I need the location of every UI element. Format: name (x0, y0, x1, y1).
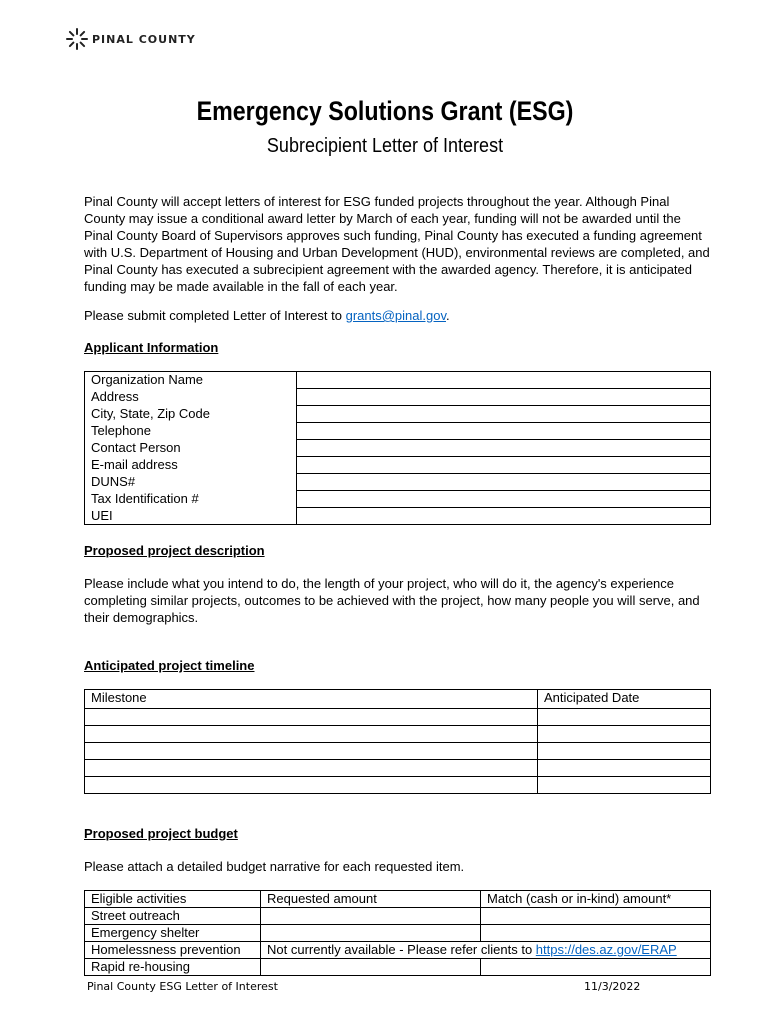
field-label: DUNS# (85, 474, 297, 491)
anticipated-date-header: Anticipated Date (538, 690, 711, 709)
table-row (85, 372, 711, 389)
budget-instruction: Please attach a detailed budget narrative for each requested item. (84, 859, 465, 874)
requested-amount-cell[interactable] (261, 908, 481, 925)
table-row (85, 440, 711, 457)
requested-amount-cell[interactable] (261, 925, 481, 942)
field-label: City, State, Zip Code (85, 406, 297, 423)
date-cell[interactable] (538, 743, 711, 760)
eligible-activities-header: Eligible activities (85, 891, 261, 908)
match-amount-header: Match (cash or in-kind) amount* (481, 891, 711, 908)
prevention-note: Not currently available - Please refer clients to (267, 942, 536, 957)
table-row (85, 508, 711, 525)
table-row (85, 690, 711, 709)
activity-label: Emergency shelter (85, 925, 261, 942)
field-label: E-mail address (85, 457, 297, 474)
milestone-cell[interactable] (85, 709, 538, 726)
sunburst-logo-icon (66, 28, 88, 50)
milestone-cell[interactable] (85, 743, 538, 760)
table-row (85, 908, 711, 925)
field-label: Tax Identification # (85, 491, 297, 508)
field-input[interactable] (297, 372, 711, 389)
table-row (85, 891, 711, 908)
activity-label: Street outreach (85, 908, 261, 925)
footer-document-name: Pinal County ESG Letter of Interest (87, 980, 278, 993)
table-row (85, 457, 711, 474)
field-input[interactable] (297, 457, 711, 474)
date-cell[interactable] (538, 777, 711, 794)
timeline-table (84, 689, 711, 794)
field-label: Organization Name (85, 372, 297, 389)
applicant-heading: Applicant Information (84, 340, 219, 355)
table-row (85, 423, 711, 440)
field-label: Telephone (85, 423, 297, 440)
milestone-header: Milestone (85, 690, 538, 709)
field-input[interactable] (297, 491, 711, 508)
match-amount-cell[interactable] (481, 959, 711, 976)
milestone-cell[interactable] (85, 726, 538, 743)
milestone-cell[interactable] (85, 777, 538, 794)
submit-instruction (84, 307, 710, 324)
grants-email-link[interactable]: grants@pinal.gov (345, 308, 446, 323)
table-row (85, 942, 711, 959)
project-description-heading: Proposed project description (84, 543, 265, 558)
document-subtitle: Subrecipient Letter of Interest (266, 135, 504, 157)
table-row (85, 777, 711, 794)
erap-link[interactable]: https://des.az.gov/ERAP (535, 942, 677, 957)
applicant-table (84, 371, 711, 525)
match-amount-cell[interactable] (481, 925, 711, 942)
field-label: UEI (85, 508, 297, 525)
prevention-note-cell (261, 942, 711, 959)
date-cell[interactable] (538, 726, 711, 743)
timeline-heading: Anticipated project timeline (84, 658, 255, 673)
field-input[interactable] (297, 508, 711, 525)
field-input[interactable] (297, 440, 711, 457)
table-row (85, 726, 711, 743)
submit-suffix: . (446, 308, 450, 323)
field-label: Contact Person (85, 440, 297, 457)
project-description-text: Please include what you intend to do, the length of your project, who will do it, the agency's experience completing similar projects, outcomes to be achieved with the project, how many people you will serve, and their demographics. (84, 576, 700, 625)
activity-label: Rapid re-housing (85, 959, 261, 976)
date-cell[interactable] (538, 760, 711, 777)
match-amount-cell[interactable] (481, 908, 711, 925)
milestone-cell[interactable] (85, 760, 538, 777)
table-row (85, 389, 711, 406)
field-label: Address (85, 389, 297, 406)
submit-prefix: Please submit completed Letter of Interest to (84, 308, 346, 323)
table-row (85, 743, 711, 760)
table-row (85, 474, 711, 491)
intro-paragraph: Pinal County will accept letters of interest for ESG funded projects throughout the year. Although Pinal County may issue a conditional award letter by March of each year, funding will not be awarded until the Pinal County Board of Supervisors approves such funding, Pinal County has executed a funding agreement with U.S. Department of Housing and Urban Development (HUD), environmental reviews are completed, and Pinal County has executed a subrecipient agreement with the awarded agency. Therefore, it is anticipated funding may be made available in the fall of each year. (84, 194, 710, 294)
activity-label: Homelessness prevention (85, 942, 261, 959)
table-row (85, 709, 711, 726)
document-title: Emergency Solutions Grant (ESG) (196, 96, 574, 126)
requested-amount-header: Requested amount (261, 891, 481, 908)
budget-table (84, 890, 711, 976)
field-input[interactable] (297, 389, 711, 406)
table-row (85, 491, 711, 508)
table-row (85, 959, 711, 976)
date-cell[interactable] (538, 709, 711, 726)
footer-date: 11/3/2022 (584, 980, 641, 993)
requested-amount-cell[interactable] (261, 959, 481, 976)
logo-text: PINAL COUNTY (92, 32, 196, 46)
field-input[interactable] (297, 423, 711, 440)
table-row (85, 406, 711, 423)
field-input[interactable] (297, 474, 711, 491)
table-row (85, 760, 711, 777)
budget-heading: Proposed project budget (84, 826, 238, 841)
field-input[interactable] (297, 406, 711, 423)
table-row (85, 925, 711, 942)
county-logo (66, 28, 196, 50)
